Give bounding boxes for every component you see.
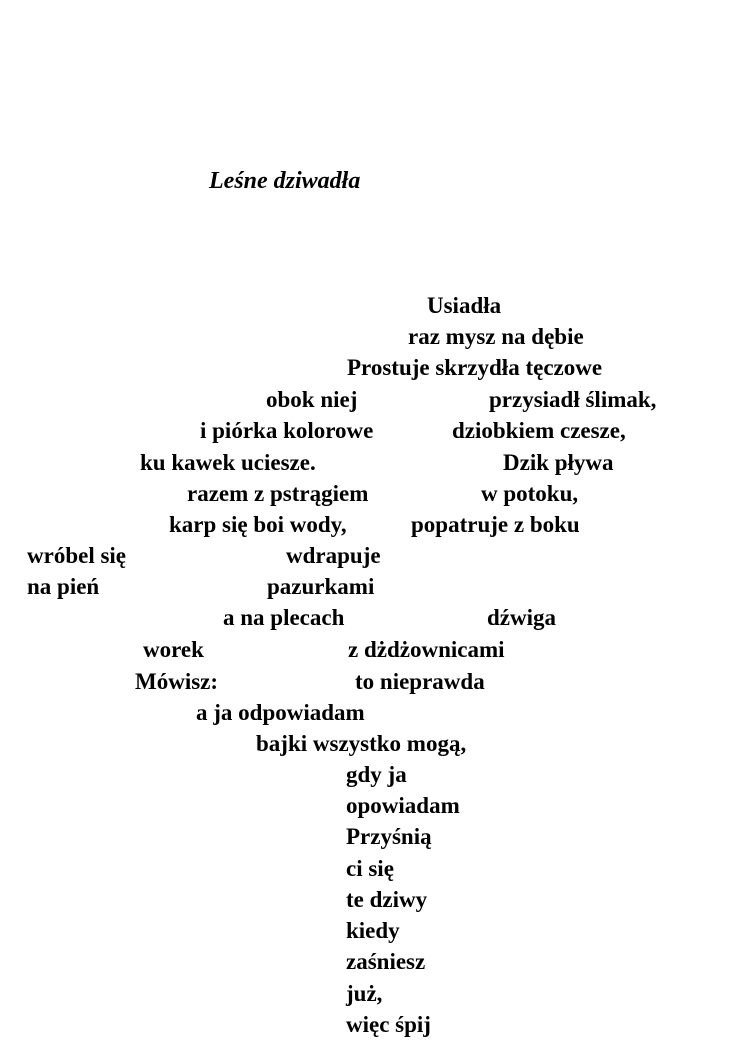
poem-fragment: to nieprawda	[355, 669, 485, 694]
poem-fragment: ci się	[346, 856, 394, 881]
poem-fragment: raz mysz na dębie	[408, 324, 584, 349]
poem-fragment: kiedy	[346, 918, 400, 943]
poem-fragment: pazurkami	[267, 574, 375, 599]
poem-fragment: a na plecach	[223, 605, 345, 630]
poem-fragment: już,	[346, 981, 383, 1006]
poem-fragment: gdy ja	[346, 762, 407, 787]
poem-fragment: wdrapuje	[286, 543, 381, 568]
poem-title: Leśne dziwadła	[209, 168, 361, 194]
poem-fragment: Prostuje skrzydła tęczowe	[347, 355, 603, 380]
poem-fragment: opowiadam	[346, 793, 460, 818]
poem-fragment: w potoku,	[481, 481, 579, 506]
poem-fragment: Usiadła	[427, 293, 502, 318]
poem-fragment: więc śpij	[346, 1012, 431, 1037]
poem-fragment: na pień	[27, 574, 100, 599]
poem-fragment: zaśniesz	[346, 949, 426, 974]
poem-fragment: dźwiga	[487, 605, 556, 630]
poem-fragment: ku kawek uciesze.	[140, 450, 316, 475]
poem-fragment: popatruje z boku	[411, 512, 580, 537]
poem-fragment: z dżdżownicami	[348, 637, 505, 662]
poem-fragment: worek	[143, 637, 204, 662]
poem-fragment: bajki wszystko mogą,	[256, 731, 467, 756]
poem-fragment: Dzik pływa	[503, 450, 614, 475]
poem-fragment: razem z pstrągiem	[187, 481, 369, 506]
poem-fragment: dziobkiem czesze,	[452, 418, 626, 443]
poem-fragment: a ja odpowiadam	[196, 700, 365, 725]
poem-fragment: Przyśnią	[346, 824, 432, 849]
poem-fragment: i piórka kolorowe	[200, 418, 374, 443]
poem-fragment: Mówisz:	[135, 669, 219, 694]
poem-fragment: obok niej	[266, 387, 358, 412]
poem-fragment: wróbel się	[27, 543, 127, 568]
poem-fragment: przysiadł ślimak,	[489, 387, 657, 412]
poem-fragment: karp się boi wody,	[169, 512, 347, 537]
poem-fragment: te dziwy	[346, 887, 428, 912]
